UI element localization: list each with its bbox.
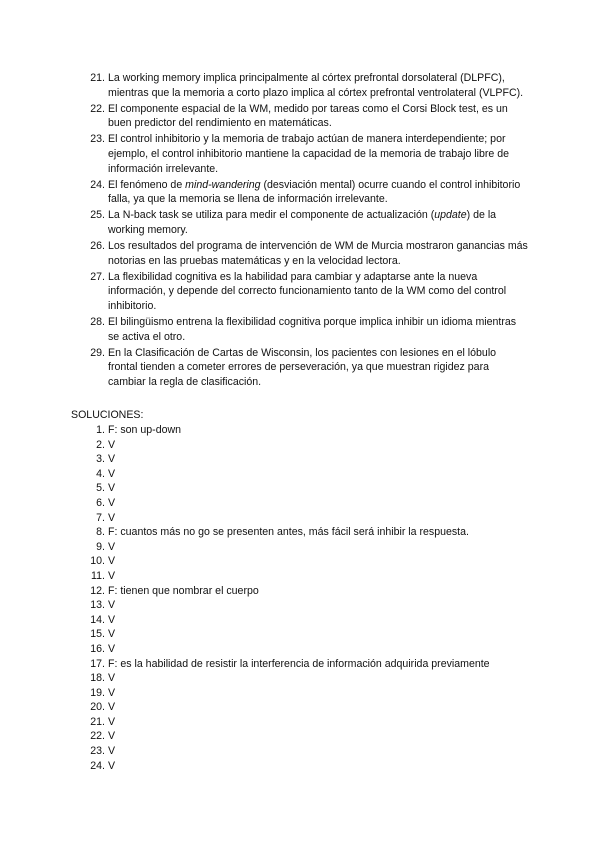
question-item [88, 208, 528, 237]
solution-number: 21. [90, 715, 105, 728]
solution-item [88, 511, 528, 526]
solution-item [88, 540, 528, 555]
question-item [88, 132, 528, 176]
solution-text: V [108, 730, 116, 743]
solution-number: 1. [96, 424, 105, 436]
solution-number: 12. [90, 584, 105, 597]
question-number: 21. [90, 72, 105, 84]
solution-text: F: son up-down [108, 424, 182, 436]
question-text-pre: La N-back task se utiliza para medir el componente de actualización ( [108, 209, 435, 222]
solution-item [88, 569, 528, 584]
question-number: 27. [90, 270, 105, 283]
solution-number: 22. [90, 730, 105, 743]
solution-item [88, 759, 528, 774]
solution-text: V [108, 628, 116, 641]
question-item [88, 270, 528, 314]
solution-number: 11. [91, 569, 105, 582]
solution-text: V [108, 569, 116, 582]
solution-item [88, 642, 528, 657]
question-text: La working memory implica principalmente al córtex prefrontal dorsolateral (DLPFC), mientras que la memoria a corto plazo implica al córtex prefrontal ventrolateral (VLPFC). [108, 72, 524, 99]
solution-number: 4. [96, 467, 105, 480]
solution-item [88, 467, 528, 482]
solution-number: 7. [96, 511, 105, 524]
question-item [88, 71, 528, 100]
question-number: 24. [90, 178, 105, 191]
question-text: El control inhibitorio y la memoria de trabajo actúan de manera interdependiente; por ejemplo, el control inhibitorio mantiene la capacidad de la memoria de trabajo libre de información irrelevante. [108, 133, 510, 175]
solution-number: 9. [96, 540, 105, 553]
solution-text: V [108, 482, 116, 495]
question-text: En la Clasificación de Cartas de Wisconsin, los pacientes con lesiones en el lóbulo frontal tienden a cometer errores de perseveración, ya que muestran rigidez para cambiar la regla de clasificación. [108, 346, 497, 388]
solution-number: 15. [90, 628, 105, 641]
solution-number: 13. [90, 599, 105, 612]
solutions-heading: SOLUCIONES: [71, 409, 144, 421]
question-number: 28. [90, 316, 105, 328]
solution-item [88, 525, 528, 540]
question-item [88, 178, 528, 207]
solution-text: V [108, 540, 116, 553]
solution-text: F: tienen que nombrar el cuerpo [108, 584, 259, 597]
question-item [88, 239, 528, 268]
question-number: 22. [90, 102, 105, 115]
solution-number: 2. [96, 438, 105, 451]
solution-item [88, 481, 528, 496]
solution-number: 17. [90, 657, 105, 670]
solution-text: V [108, 745, 116, 758]
solution-text: V [108, 467, 116, 480]
solution-item [88, 627, 528, 642]
solution-item [88, 744, 528, 759]
solution-text: V [108, 672, 116, 685]
solution-item [88, 686, 528, 701]
question-item [88, 346, 528, 390]
solution-number: 16. [90, 642, 105, 655]
solution-item [88, 715, 528, 730]
question-text: Los resultados del programa de intervención de WM de Murcia mostraron ganancias más notorias en las pruebas matemáticas y en la velocidad lectora. [108, 240, 528, 267]
question-text-emphasis: update [434, 209, 467, 222]
solution-text: V [108, 496, 116, 509]
question-item [88, 102, 528, 131]
question-number: 26. [90, 240, 105, 253]
solution-item [88, 452, 528, 467]
solution-item [88, 613, 528, 628]
solution-text: F: es la habilidad de resistir la interferencia de información adquirida previamente [108, 657, 490, 670]
solution-text: V [108, 599, 116, 612]
solution-item [88, 598, 528, 613]
solution-number: 10. [90, 555, 105, 568]
solution-number: 24. [90, 759, 105, 772]
solution-text: V [108, 555, 116, 568]
solution-number: 20. [90, 701, 105, 714]
solution-text: V [108, 613, 116, 626]
solution-item [88, 584, 528, 599]
solution-number: 18. [90, 672, 105, 685]
solution-text: V [108, 438, 116, 451]
solution-text: V [108, 453, 116, 466]
solution-item [88, 423, 528, 438]
solution-item [88, 729, 528, 744]
question-number: 25. [90, 209, 105, 222]
question-text: La flexibilidad cognitiva es la habilidad para cambiar y adaptarse ante la nueva información, y depende del correcto funcionamiento tanto de la WM como del control inhibitorio. [108, 270, 507, 312]
solution-text: V [108, 701, 116, 714]
solution-item [88, 554, 528, 569]
solution-number: 6. [96, 496, 105, 509]
solution-text: V [108, 686, 116, 699]
question-text-post: (desviación mental) ocurre cuando el control inhibitorio falla, ya que la memoria se llena de información irrelevante. [108, 178, 521, 206]
solution-text: V [108, 759, 116, 772]
solution-item [88, 700, 528, 715]
solution-number: 23. [90, 745, 105, 758]
question-number: 23. [90, 133, 105, 146]
question-text-post: ) de la working memory. [108, 209, 497, 236]
question-text: El bilingüismo entrena la flexibilidad cognitiva porque implica inhibir un idioma mientras se activa el otro. [108, 316, 517, 343]
question-number: 29. [90, 346, 105, 359]
question-text-emphasis: mind-wandering [185, 178, 261, 191]
solution-number: 3. [96, 453, 105, 466]
solution-number: 14. [90, 613, 105, 626]
solution-text: V [108, 715, 116, 728]
solution-item [88, 671, 528, 686]
solution-item [88, 438, 528, 453]
solution-text: V [108, 642, 116, 655]
solution-text: F: cuantos más no go se presenten antes, más fácil será inhibir la respuesta. [108, 526, 469, 539]
solution-number: 8. [96, 526, 105, 539]
question-text: El componente espacial de la WM, medido por tareas como el Corsi Block test, es un buen predictor del rendimiento en matemáticas. [108, 102, 508, 130]
question-text-pre: El fenómeno de [108, 178, 186, 191]
question-list [88, 71, 528, 391]
solution-number: 5. [96, 482, 105, 495]
solution-number: 19. [90, 686, 105, 699]
solution-item [88, 657, 528, 672]
question-item [88, 315, 528, 344]
solution-list [88, 423, 528, 773]
solution-item [88, 496, 528, 511]
solution-text: V [108, 511, 116, 524]
